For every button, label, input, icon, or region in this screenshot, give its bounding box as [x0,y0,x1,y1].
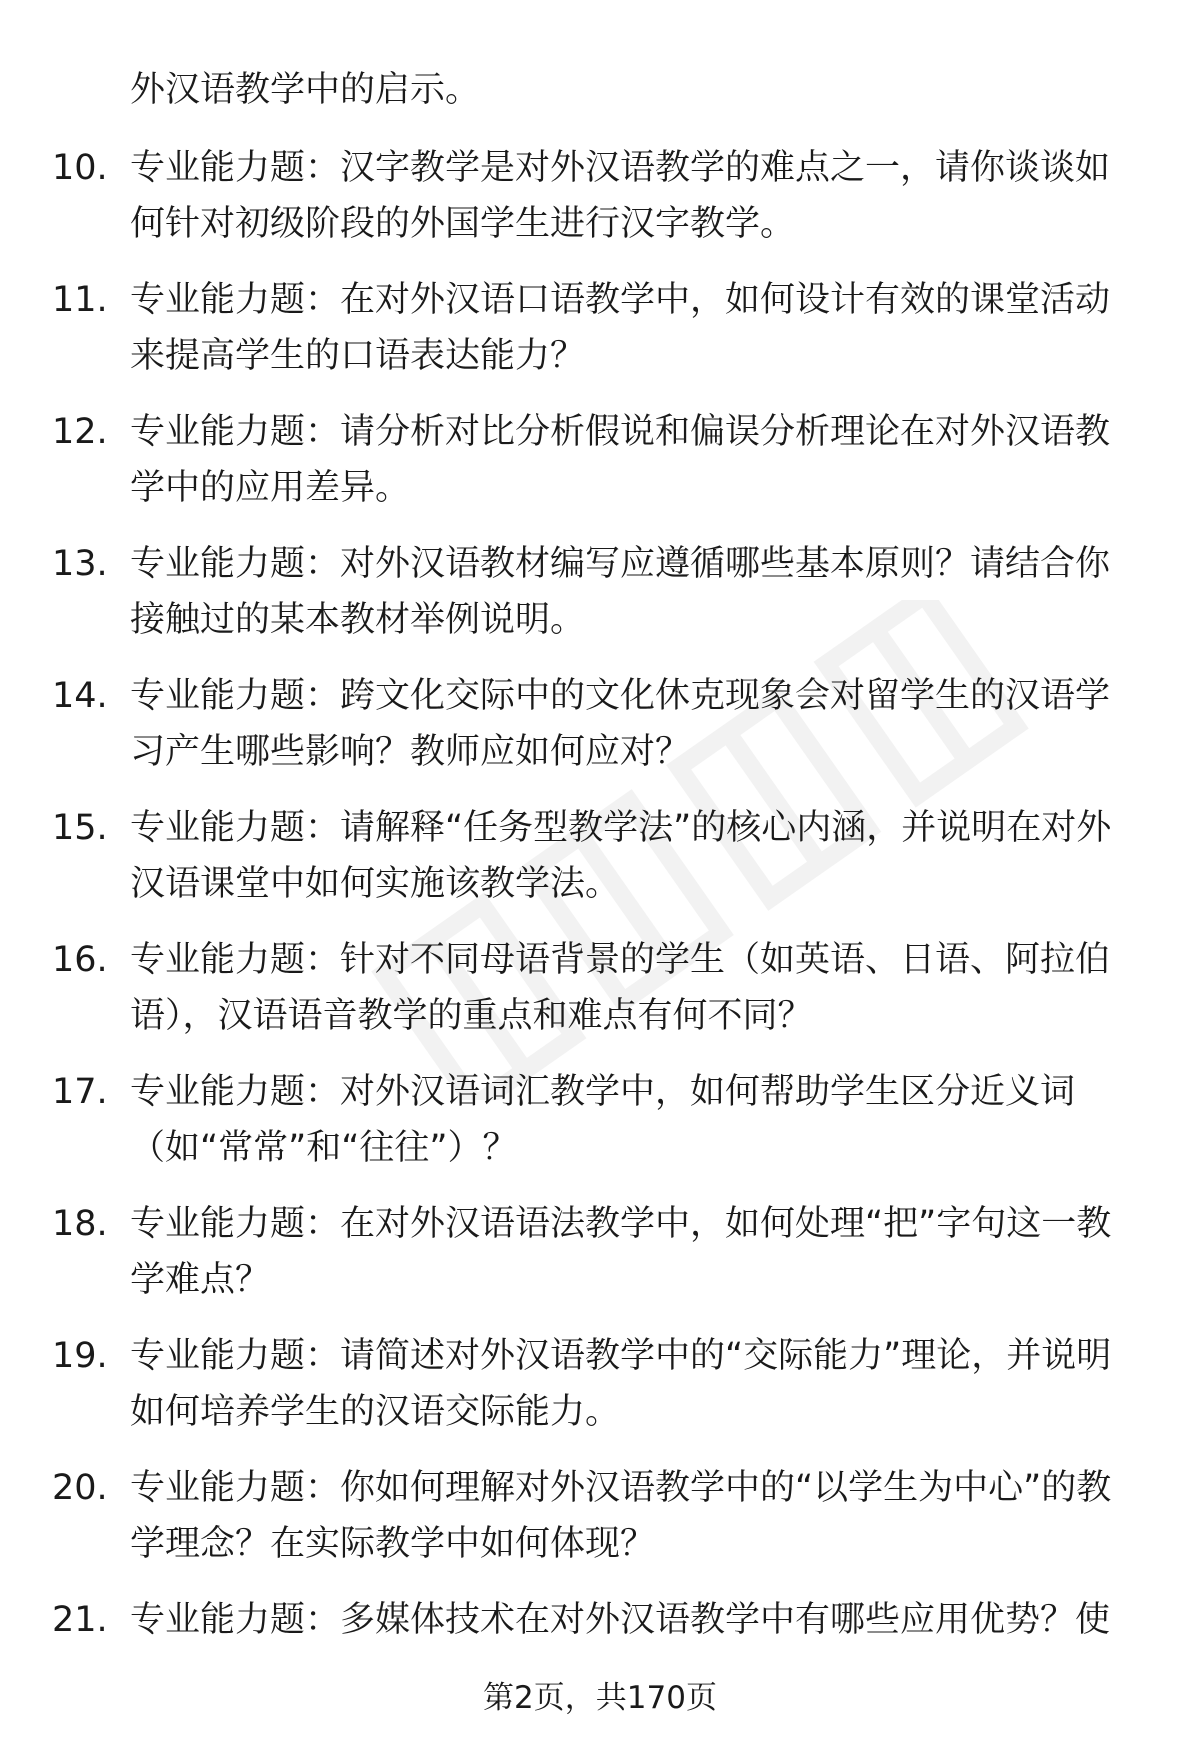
question-number: 20. [52,1468,108,1508]
question-number: 10. [52,148,108,188]
question-item-20 [0,1460,1200,1572]
question-item-17 [0,1064,1200,1176]
question-text: 专业能力题：跨文化交际中的文化休克现象会对留学生的汉语学习产生哪些影响？教师应如何应对？ [130,676,1111,772]
question-list [0,140,1200,1668]
question-text: 专业能力题：请分析对比分析假说和偏误分析理论在对外汉语教学中的应用差异。 [130,412,1111,508]
question-number: 12. [52,412,108,452]
question-number: 16. [52,940,108,980]
question-text: 专业能力题：汉字教学是对外汉语教学的难点之一，请你谈谈如何针对初级阶段的外国学生进行汉字教学。 [130,148,1111,244]
continuation-text: 外汉语教学中的启示。 [130,70,481,110]
question-text: 专业能力题：多媒体技术在对外汉语教学中有哪些应用优势？使 [130,1600,1111,1640]
question-number: 15. [52,808,108,848]
question-number: 17. [52,1072,108,1112]
question-text: 专业能力题：对外汉语教材编写应遵循哪些基本原则？请结合你接触过的某本教材举例说明。 [130,544,1111,640]
question-item-21 [0,1592,1200,1648]
question-number: 13. [52,544,108,584]
page-footer: 第2页，共170页 [483,1680,717,1716]
question-text: 专业能力题：你如何理解对外汉语教学中的“以学生为中心”的教学理念？在实际教学中如何体现？ [130,1468,1112,1564]
question-item-19 [0,1328,1200,1440]
question-number: 18. [52,1204,108,1244]
question-text: 专业能力题：对外汉语词汇教学中，如何帮助学生区分近义词（如“常常”和“往往”）？ [130,1072,1076,1168]
question-text: 专业能力题：请解释“任务型教学法”的核心内涵，并说明在对外汉语课堂中如何实施该教学法。 [130,808,1112,904]
question-number: 11. [52,280,108,320]
question-text: 专业能力题：在对外汉语口语教学中，如何设计有效的课堂活动来提高学生的口语表达能力？ [130,280,1111,376]
question-text: 专业能力题：针对不同母语背景的学生（如英语、日语、阿拉伯语），汉语语音教学的重点和难点有何不同？ [130,940,1111,1036]
question-item-11 [0,272,1200,384]
question-number: 19. [52,1336,108,1376]
question-item-16 [0,932,1200,1044]
question-item-10 [0,140,1200,252]
question-item-14 [0,668,1200,780]
question-item-15 [0,800,1200,912]
question-item-18 [0,1196,1200,1308]
question-number: 21. [52,1600,108,1640]
question-text: 专业能力题：请简述对外汉语教学中的“交际能力”理论，并说明如何培养学生的汉语交际能力。 [130,1336,1112,1432]
question-item-12 [0,404,1200,516]
question-number: 14. [52,676,108,716]
question-text: 专业能力题：在对外汉语语法教学中，如何处理“把”字句这一教学难点？ [130,1204,1112,1300]
question-item-13 [0,536,1200,648]
